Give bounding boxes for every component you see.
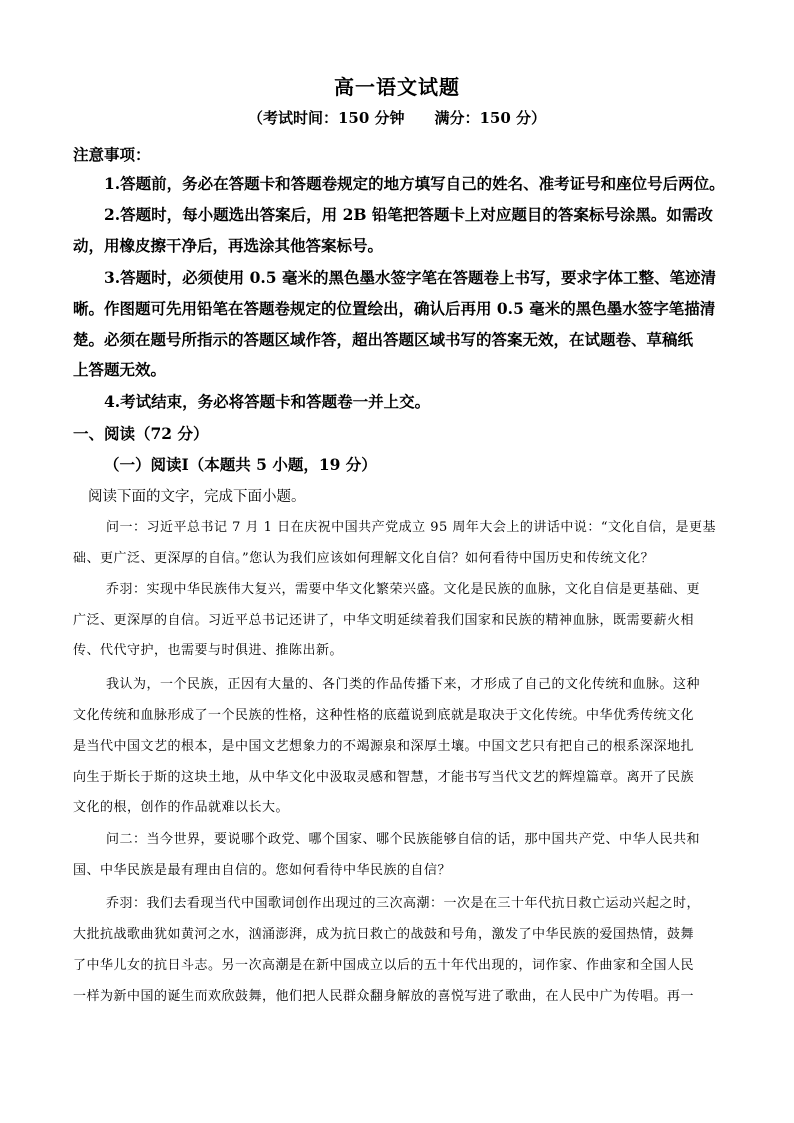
passage-line: 一样为新中国的诞生而欢欣鼓舞，他们把人民群众翻身解放的喜悦写进了歌曲，在人民中广为传唱。再一 xyxy=(73,989,695,1004)
note-line: 动，用橡皮擦干净后，再选涂其他答案标号。 xyxy=(73,236,384,255)
passage-line: 传、代代守护，也需要与时俱进、推陈出新。 xyxy=(73,643,344,658)
passage-line: 乔羽：我们去看现当代中国歌词创作出现过的三次高潮：一次是在三十年代抗日救亡运动兴起之时， xyxy=(106,896,701,911)
note-line: 上答题无效。 xyxy=(73,360,167,379)
page-title: 高一语文试题 xyxy=(334,75,460,99)
instruction: 阅读下面的文字，完成下面小题。 xyxy=(88,489,306,505)
passage-line: 广泛、更深厚的自信。习近平总书记还讲了，中华文明延续着我们国家和民族的精神血脉，既需要薪火相 xyxy=(73,613,695,628)
note-line: 2.答题时，每小题选出答案后，用 2B 铅笔把答题卡上对应题目的答案标号涂黑。如需改 xyxy=(104,205,713,224)
note-line: 4.考试结束，务必将答题卡和答题卷一并上交。 xyxy=(104,392,431,411)
note-line: 楚。必须在题号所指示的答题区域作答，超出答题区域书写的答案无效，在试题卷、草稿纸 xyxy=(73,330,694,349)
subsection-heading: （一）阅读Ⅰ（本题共 5 小题，19 分） xyxy=(104,455,377,474)
passage-line: 国、中华民族是最有理由自信的。您如何看待中华民族的自信？ xyxy=(73,863,452,878)
passage-line: 文化的根，创作的作品就难以长大。 xyxy=(73,800,290,815)
notes-heading: 注意事项： xyxy=(73,145,151,164)
passage-line: 问二：当今世界，要说哪个政党、哪个国家、哪个民族能够自信的话，那中国共产党、中华人民共和 xyxy=(106,832,701,847)
passage-line: 向生于斯长于斯的这块土地，从中华文化中汲取灵感和智慧，才能书写当代文艺的辉煌篇章。离开了民族 xyxy=(73,770,695,785)
passage-line: 问一：习近平总书记 7 月 1 日在庆祝中国共产党成立 95 周年大会上的讲话中说：“文化自信，是更基 xyxy=(106,520,717,535)
passage-line: 乔羽：实现中华民族伟大复兴，需要中华文化繁荣兴盛。文化是民族的血脉，文化自信是更基础、更 xyxy=(106,582,701,597)
passage-line: 础、更广泛、更深厚的自信。”您认为我们应该如何理解文化自信？如何看待中国历史和传统文化？ xyxy=(73,551,655,566)
passage-line: 文化传统和血脉形成了一个民族的性格，这种性格的底蕴说到底就是取决于文化传统。中华优秀传统文化 xyxy=(73,708,695,723)
passage-line: 大批抗战歌曲犹如黄河之水，汹涌澎湃，成为抗日救亡的战鼓和号角，激发了中华民族的爱国热情，鼓舞 xyxy=(73,927,695,942)
passage-line: 了中华儿女的抗日斗志。另一次高潮是在新中国成立以后的五十年代出现的，词作家、作曲家和全国人民 xyxy=(73,958,695,973)
note-line: 晰。作图题可先用铅笔在答题卷规定的位置绘出，确认后再用 0.5 毫米的黑色墨水签字笔描清 xyxy=(73,299,716,318)
section-heading: 一、阅读（72 分） xyxy=(73,424,209,443)
passage-line: 我认为，一个民族，正因有大量的、各门类的作品传播下来，才形成了自己的文化传统和血脉。这种 xyxy=(106,677,701,692)
passage-line: 是当代中国文艺的根本，是中国文艺想象力的不竭源泉和深厚土壤。中国文艺只有把自己的根系深深地扎 xyxy=(73,739,695,754)
note-line: 1.答题前，务必在答题卡和答题卷规定的地方填写自己的姓名、准考证号和座位号后两位。 xyxy=(104,174,725,193)
exam-info: （考试时间：150 分钟 满分：150 分） xyxy=(247,109,547,127)
note-line: 3.答题时，必须使用 0.5 毫米的黑色墨水签字笔在答题卷上书写，要求字体工整、笔迹清 xyxy=(104,268,716,287)
